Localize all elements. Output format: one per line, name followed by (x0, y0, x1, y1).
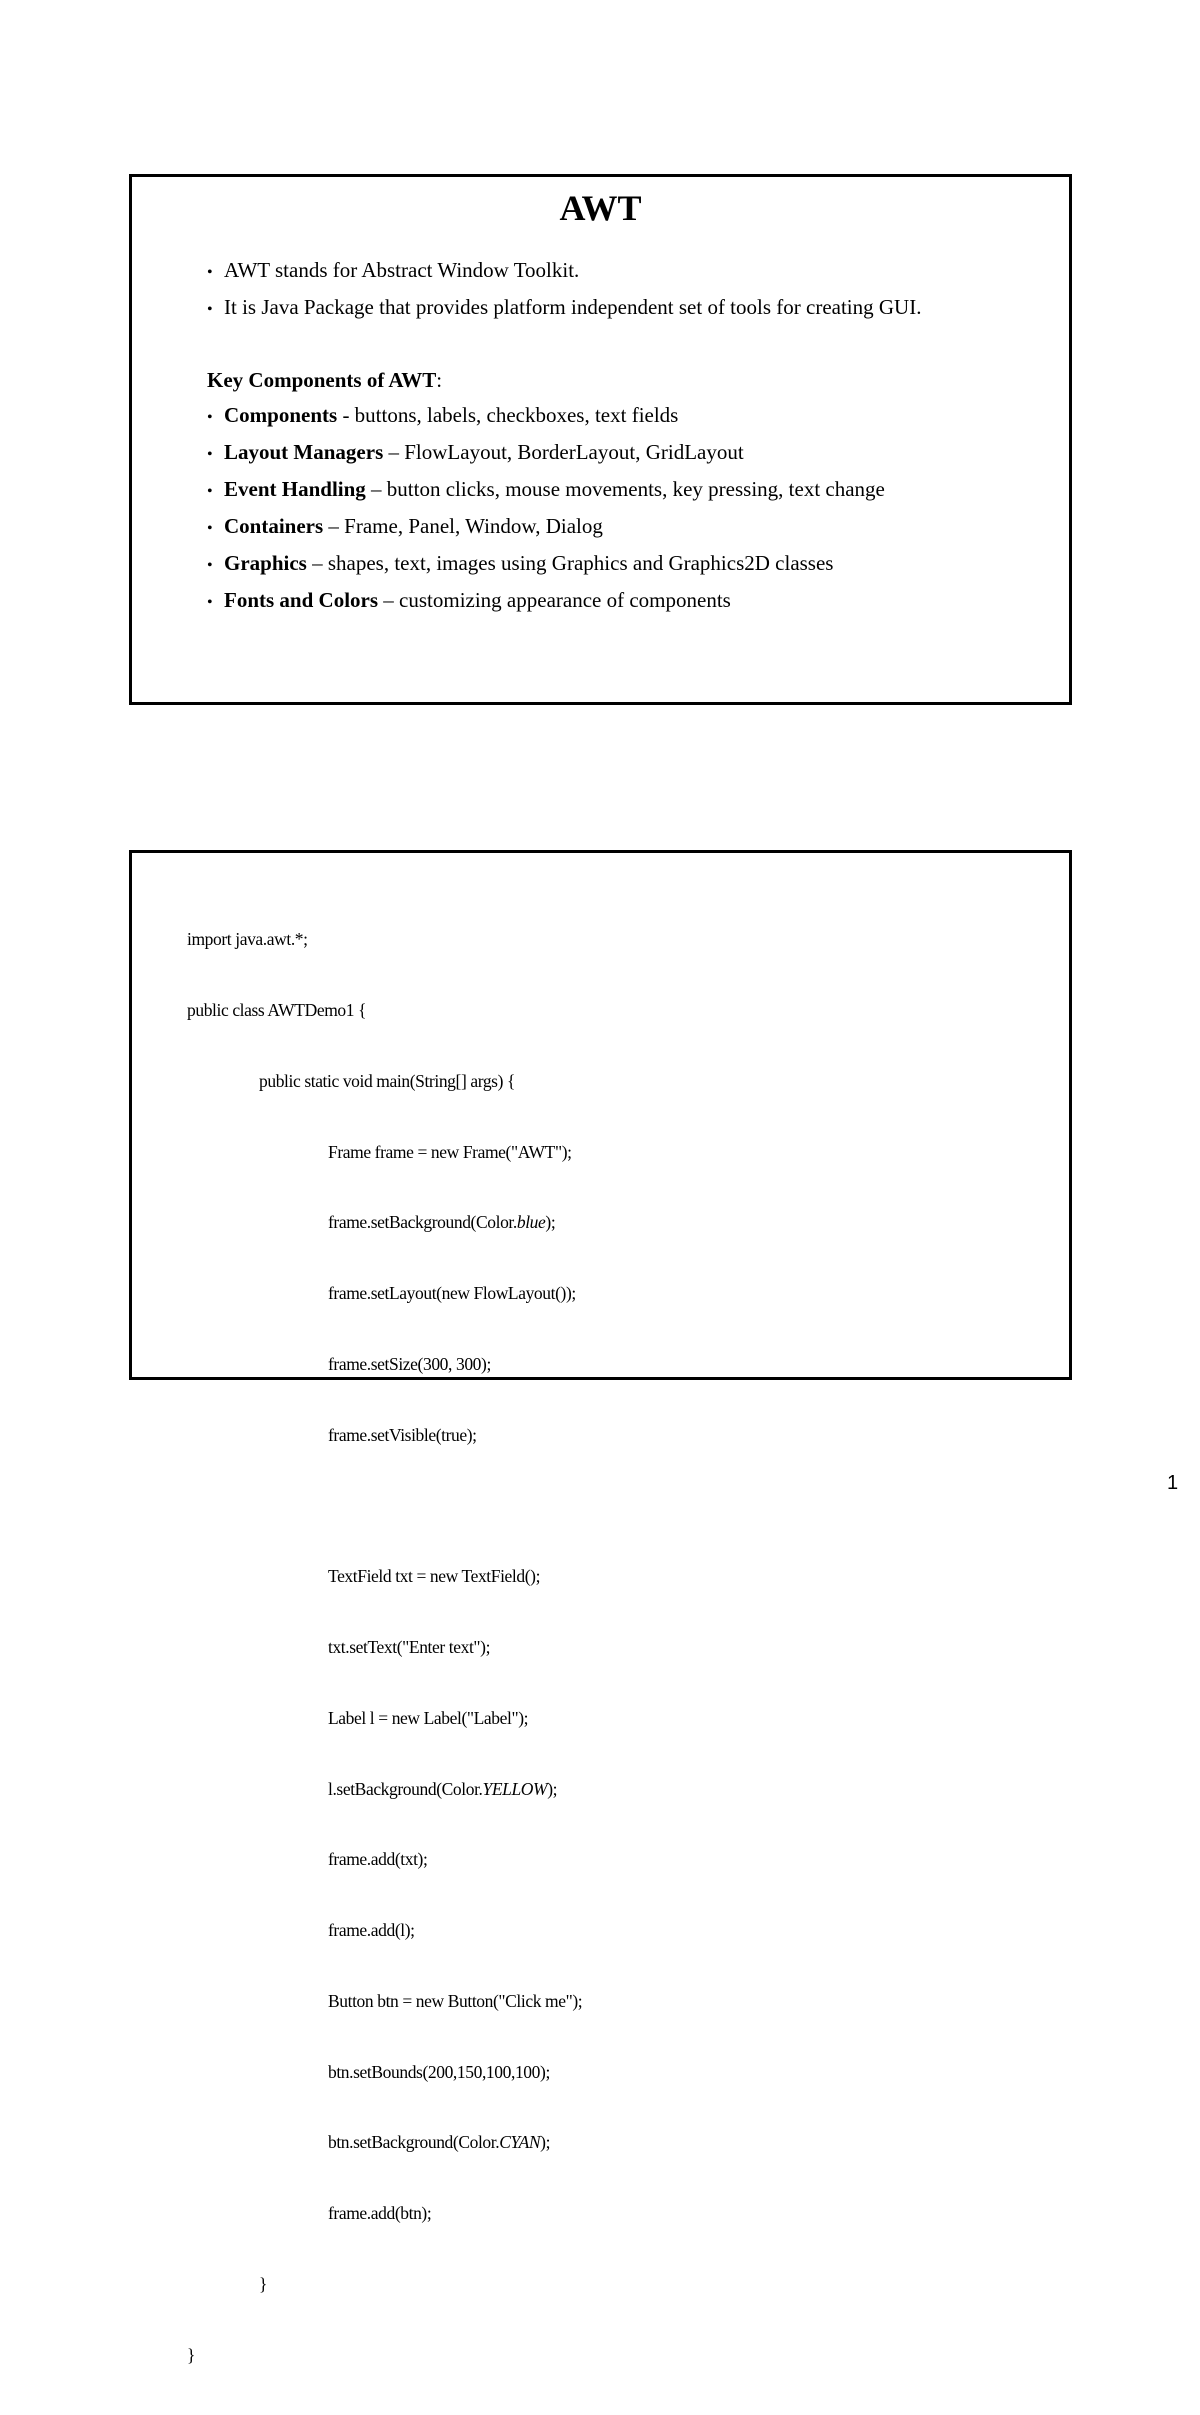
code-segment: btn.setBackground(Color. (328, 2132, 500, 2153)
slide-awt-overview (129, 174, 1072, 705)
component-term: Event Handling (224, 477, 366, 501)
code-line: frame.setLayout(new FlowLayout()); (328, 1283, 576, 1304)
slide-title: AWT (559, 188, 642, 228)
page-number: 1 (1167, 1472, 1179, 1494)
code-italic-segment: CYAN (499, 2132, 541, 2153)
heading-bold-text: Key Components of AWT (207, 368, 437, 392)
code-line: } (187, 2344, 195, 2365)
code-line (187, 1778, 582, 1802)
code-line (187, 1211, 582, 1235)
bullet-icon: • (207, 483, 213, 500)
code-line: import java.awt.*; (187, 929, 308, 950)
spacer (207, 327, 921, 363)
bullet-icon: • (207, 301, 213, 318)
heading-suffix: : (436, 368, 443, 392)
key-component-item (207, 583, 921, 620)
bullet-icon: • (207, 409, 213, 426)
bullet-icon: • (207, 594, 213, 611)
component-desc: – FlowLayout, BorderLayout, GridLayout (383, 440, 744, 464)
bullet-icon: • (207, 264, 213, 281)
component-term: Layout Managers (224, 440, 384, 464)
code-line: frame.setSize(300, 300); (328, 1353, 491, 1374)
bullet-icon: • (207, 557, 213, 574)
code-italic-segment: YELLOW (482, 1778, 548, 1799)
code-line: TextField txt = new TextField(); (328, 1566, 541, 1587)
code-line: Label l = new Label("Label"); (328, 1707, 529, 1728)
code-line: frame.setVisible(true); (328, 1424, 477, 1445)
bullet-text: AWT stands for Abstract Window Toolkit. (224, 258, 580, 282)
bullet-text: It is Java Package that provides platform independent set of tools for creating GUI. (224, 295, 922, 319)
code-line: public static void main(String[] args) { (259, 1070, 515, 1091)
code-line: } (259, 2274, 267, 2295)
code-line: public class AWTDemo1 { (187, 999, 367, 1020)
code-line: btn.setBounds(200,150,100,100); (328, 2061, 550, 2082)
code-segment: l.setBackground(Color. (328, 1778, 483, 1799)
key-component-item (207, 546, 921, 583)
key-components-heading (207, 363, 921, 398)
slide-awt-code-example (129, 850, 1072, 2365)
bullet-icon: • (207, 446, 213, 463)
component-desc: – Frame, Panel, Window, Dialog (323, 514, 603, 538)
component-desc: – button clicks, mouse movements, key pressing, text change (365, 477, 885, 501)
component-term: Fonts and Colors (224, 588, 379, 612)
bullet-item (207, 290, 921, 327)
code-line: txt.setText("Enter text"); (328, 1637, 491, 1657)
key-component-item (207, 472, 921, 509)
code-line: Frame frame = new Frame("AWT"); (328, 1141, 572, 1162)
key-component-item (207, 435, 921, 472)
bullet-icon: • (207, 520, 213, 537)
code-block (187, 881, 582, 2415)
code-segment: ); (545, 1212, 556, 1233)
component-desc: – customizing appearance of components (378, 588, 731, 612)
component-term: Graphics (224, 551, 307, 575)
component-term: Containers (224, 514, 324, 538)
key-component-item (207, 398, 921, 435)
code-segment: ); (547, 1778, 558, 1799)
code-line: Button btn = new Button("Click me"); (328, 1990, 583, 2011)
code-blank-line (187, 1494, 582, 1518)
code-line: frame.add(txt); (328, 1849, 428, 1870)
code-line: frame.add(l); (328, 1920, 415, 1941)
code-line (187, 2131, 582, 2155)
key-component-item (207, 509, 921, 546)
component-term: Components (224, 403, 338, 427)
bullet-item (207, 253, 921, 290)
code-segment: ); (540, 2132, 551, 2153)
component-desc: - buttons, labels, checkboxes, text fields (337, 403, 679, 427)
code-segment: frame.setBackground(Color. (328, 1212, 517, 1233)
code-line: frame.add(btn); (328, 2203, 432, 2224)
component-desc: – shapes, text, images using Graphics and Graphics2D classes (306, 551, 834, 575)
code-italic-segment: blue (516, 1212, 546, 1233)
bullet-list (207, 253, 921, 620)
